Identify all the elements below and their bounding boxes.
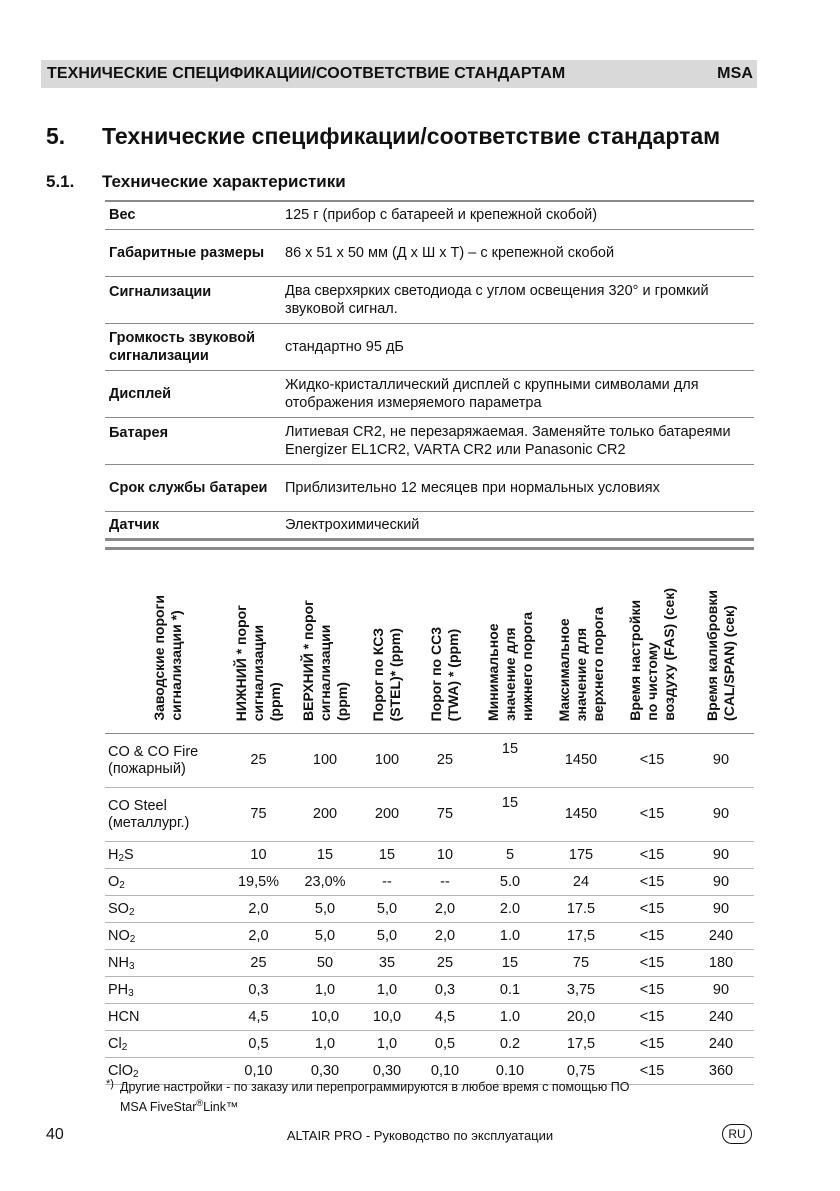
gas-name: $Cl_2$ [105,1031,225,1058]
gas-value: 1,0 [292,977,358,1004]
gas-value: -- [416,869,474,896]
gas-value: 0.10 [474,1058,546,1085]
gas-value: <15 [616,788,688,842]
gas-value: 15 [292,842,358,869]
gas-value: 75 [416,788,474,842]
gas-value: <15 [616,977,688,1004]
gas-value: 2,0 [225,896,292,923]
gas-value: <15 [616,734,688,788]
col-header: Порог по СС3 (TWA) * (ppm) [416,549,474,734]
spec-row [105,276,754,323]
spec-row [105,323,754,370]
gas-value: 0,5 [225,1031,292,1058]
col-header: Время настройки по чистому воздуху (FAS) (сек) [616,549,688,734]
gas-row [105,842,754,869]
gas-value: 5,0 [358,923,416,950]
col-header: НИЖНИЙ * порог сигнализации (ppm) [225,549,292,734]
col-header: Максимальное значение для верхнего порога [546,549,616,734]
gas-value: 5,0 [358,896,416,923]
gas-value: 0,30 [358,1058,416,1085]
spec-row [105,370,754,417]
gas-row [105,734,754,788]
gas-value: 23,0% [292,869,358,896]
gas-value: 0,10 [416,1058,474,1085]
gas-value: 5,0 [292,896,358,923]
gas-name: CO Steel (металлург.) [105,788,225,842]
gas-value: 4,5 [225,1004,292,1031]
gas-value: 90 [688,734,754,788]
gas-value: 200 [292,788,358,842]
gas-value: 10,0 [358,1004,416,1031]
gas-value: 10 [225,842,292,869]
gas-value: 5 [474,842,546,869]
gas-value: 90 [688,869,754,896]
gas-value: 90 [688,896,754,923]
footnote-marker: *) [106,1078,114,1090]
gas-value: 3,75 [546,977,616,1004]
gas-value: <15 [616,896,688,923]
gas-value: 4,5 [416,1004,474,1031]
gas-value: 0,30 [292,1058,358,1085]
gas-value: <15 [616,842,688,869]
gas-value: 90 [688,788,754,842]
gas-value: 1,0 [292,1031,358,1058]
gas-name: $NH_3$ [105,950,225,977]
gas-value: 2,0 [416,896,474,923]
gas-value: 90 [688,977,754,1004]
gas-row [105,896,754,923]
gas-name: $O_2$ [105,869,225,896]
spec-value: 125 г (прибор с батареей и крепежной скобой) [285,207,598,224]
gas-value: 100 [292,734,358,788]
spec-key: Сигнализации [109,283,212,300]
gas-value: <15 [616,869,688,896]
gas-value: 20,0 [546,1004,616,1031]
col-header: Заводские пороги сигнализации *) [105,549,225,734]
spec-key: Габаритные размеры [109,244,265,261]
gas-value: 0,5 [416,1031,474,1058]
gas-value: 0.2 [474,1031,546,1058]
spec-key: Датчик [109,516,160,533]
gas-value: 0.1 [474,977,546,1004]
gas-value: 1.0 [474,923,546,950]
gas-value: 180 [688,950,754,977]
spec-key: Вес [109,207,136,224]
gas-name: $PH_3$ [105,977,225,1004]
spec-row [105,511,754,539]
gas-name: $H_2S$ [105,842,225,869]
gas-value: 15 [474,788,546,842]
gas-value: 1450 [546,788,616,842]
gas-value: 240 [688,1004,754,1031]
gas-value: 25 [225,734,292,788]
spec-key: Громкость звуковой сигнализации [109,329,255,364]
spec-value: 86 x 51 x 50 мм (Д x Ш x Т) – с крепежной скобой [285,244,615,261]
gas-value: 1450 [546,734,616,788]
language-badge: RU [722,1124,752,1144]
gas-value: 240 [688,923,754,950]
gas-row [105,923,754,950]
gas-value: 50 [292,950,358,977]
gas-value: 5,0 [292,923,358,950]
subsection-number: 5.1. [46,172,75,191]
gas-value: 0,3 [225,977,292,1004]
gas-value: 240 [688,1031,754,1058]
gas-value: 75 [225,788,292,842]
spec-value: Приблизительно 12 месяцев при нормальных условиях [285,479,660,496]
col-header: Минимальное значение для нижнего порога [474,549,546,734]
gas-row [105,1004,754,1031]
gas-value: -- [358,869,416,896]
spec-value: Жидко-кристаллический дисплей с крупными символами для отображения измеряемого параметра [285,376,699,411]
gas-name: $SO_2$ [105,896,225,923]
footnote-line: MSA FiveStar®Link™ [120,1098,239,1115]
gas-name: ClO$_2$ [105,1058,225,1085]
gas-value: 2.0 [474,896,546,923]
gas-value: 10 [416,842,474,869]
gas-value: 0,10 [225,1058,292,1085]
gas-value: 15 [474,734,546,788]
gas-name: HCN [105,1004,225,1031]
gas-name: CO & CO Fire (пожарный) [105,734,225,788]
gas-row [105,977,754,1004]
spec-key: Дисплей [109,385,172,402]
gas-value: 360 [688,1058,754,1085]
gas-value: <15 [616,1058,688,1085]
spec-row [105,417,754,464]
spec-row [105,464,754,511]
section-number: 5. [46,123,66,149]
gas-threshold-table [105,547,754,1085]
gas-value: 90 [688,842,754,869]
footnote-line: Другие настройки - по заказу или перепрограммируются в любое время с помощью ПО [120,1080,630,1094]
spec-value: Электрохимический [285,516,420,533]
gas-row [105,950,754,977]
running-header-title: ТЕХНИЧЕСКИЕ СПЕЦИФИКАЦИИ/СООТВЕТСТВИЕ СТАНДАРТАМ [47,65,566,82]
gas-value: 24 [546,869,616,896]
gas-value: 10,0 [292,1004,358,1031]
gas-value: <15 [616,923,688,950]
gas-row [105,1031,754,1058]
gas-value: 1,0 [358,977,416,1004]
gas-value: 17,5 [546,923,616,950]
gas-value: 75 [546,950,616,977]
gas-value: 1,0 [358,1031,416,1058]
gas-value: 1.0 [474,1004,546,1031]
section-heading [46,123,766,150]
section-title: Технические спецификации/соответствие стандартам [102,123,721,149]
gas-value: 19,5% [225,869,292,896]
running-header-brand: MSA [717,65,753,82]
spec-value: Литиевая CR2, не перезаряжаемая. Заменяйте только батареями Energizer EL1CR2, VARTA CR2 или Panasonic CR2 [285,423,731,458]
spec-row [105,201,754,229]
gas-value: <15 [616,950,688,977]
gas-value: 17,5 [546,1031,616,1058]
subsection-heading [46,172,746,192]
gas-value: 2,0 [416,923,474,950]
gas-value: 15 [474,950,546,977]
gas-value: 5.0 [474,869,546,896]
gas-value: 17.5 [546,896,616,923]
col-header: Время калибровки (CAL/SPAN) (сек) [688,549,754,734]
gas-value: 100 [358,734,416,788]
gas-value: 35 [358,950,416,977]
spec-row [105,229,754,276]
gas-value: 2,0 [225,923,292,950]
col-header: Порог по КСЗ (STEL)* (ppm) [358,549,416,734]
gas-value: 15 [358,842,416,869]
gas-value: 25 [416,950,474,977]
col-header: ВЕРХНИЙ * порог сигнализации (ppm) [292,549,358,734]
gas-value: 0,75 [546,1058,616,1085]
gas-value: 200 [358,788,416,842]
spec-value: стандартно 95 дБ [285,338,404,355]
spec-key: Батарея [109,424,169,441]
gas-value: 25 [225,950,292,977]
gas-value: <15 [616,1031,688,1058]
gas-name: $NO_2$ [105,923,225,950]
running-header [41,60,757,88]
footnote [108,1079,748,1115]
page-number: 40 [46,1126,64,1143]
subsection-title: Технические характеристики [102,172,346,191]
gas-value: 25 [416,734,474,788]
gas-row [105,788,754,842]
gas-table-header-row [105,549,754,734]
spec-value: Два сверхярких светодиода с углом освещения 320° и громкий звуковой сигнал. [285,282,709,317]
footer-title: ALTAIR PRO - Руководство по эксплуатации [286,1128,554,1143]
gas-value: 175 [546,842,616,869]
spec-key: Срок службы батареи [109,479,268,496]
gas-value: 0,3 [416,977,474,1004]
gas-value: <15 [616,1004,688,1031]
spec-table [105,200,754,541]
gas-row [105,869,754,896]
